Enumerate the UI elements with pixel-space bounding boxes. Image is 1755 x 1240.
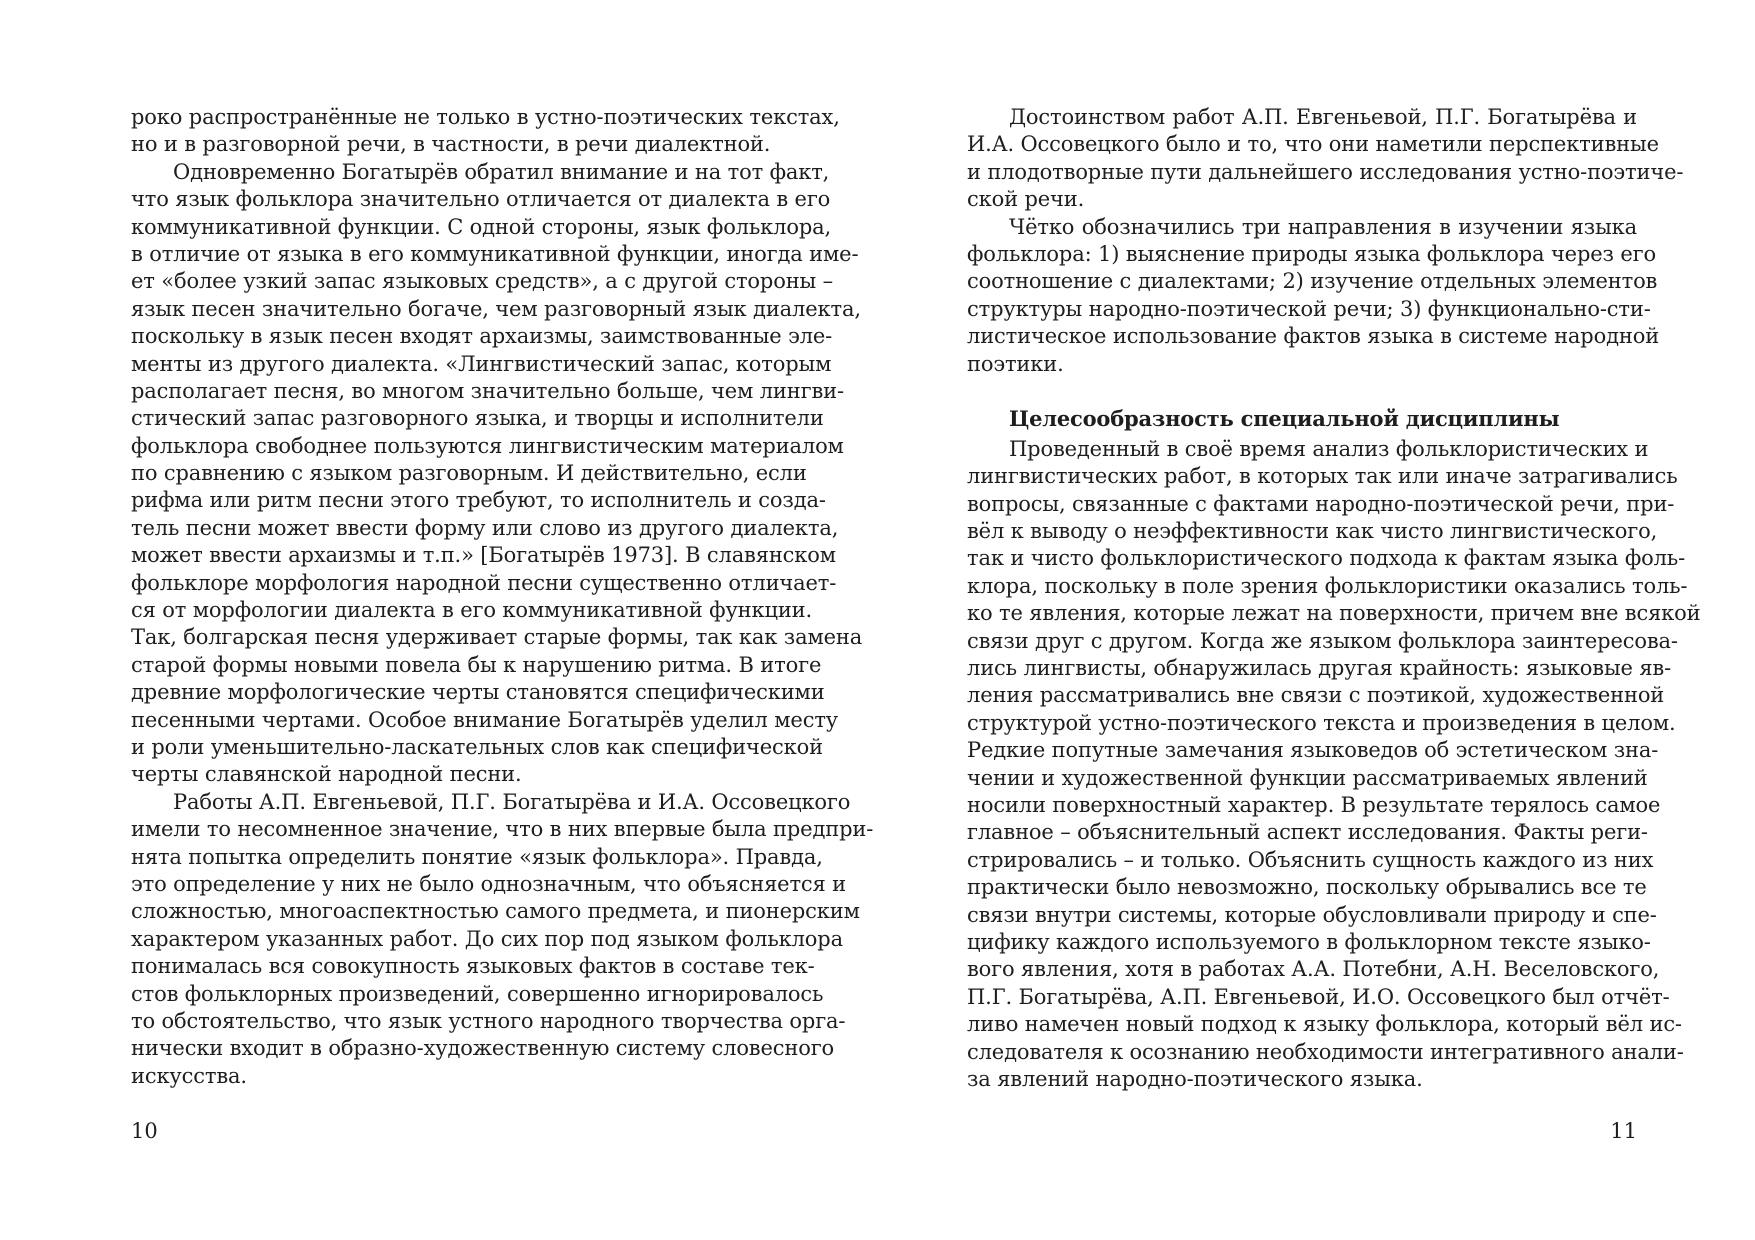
text-line: что язык фольклора значительно отличается от диалекта в его	[131, 187, 831, 212]
text-line: Достоинством работ А.П. Евгеньевой, П.Г. Богатырёва и	[1009, 105, 1637, 129]
text-line: стрировались – и только. Объяснить сущность каждого из них	[967, 847, 1654, 872]
text-line: поэтики.	[967, 351, 1064, 376]
text-line: клора, поскольку в поле зрения фольклористики оказались толь-	[967, 573, 1688, 598]
text-line: но и в разговорной речи, в частности, в речи диалектной.	[131, 132, 771, 157]
text-line: ет «более узкий запас языковых средств», а с другой стороны –	[131, 269, 833, 294]
text-line: И.А. Оссовецкого было и то, что они наметили перспективные	[967, 132, 1659, 157]
text-line: Проведенный в своё время анализ фольклористических и	[1009, 436, 1649, 461]
text-line: так и чисто фольклористического подхода к фактам языка фоль-	[967, 546, 1686, 571]
text-line: и плодотворные пути дальнейшего исследования устно-поэтиче-	[967, 159, 1684, 184]
text-line: нята попытка определить понятие «язык фольклора». Правда,	[131, 844, 823, 869]
text-line: лись лингвисты, обнаружилась другая крайность: языковые яв-	[967, 656, 1672, 681]
text-line: фольклора: 1) выяснение природы языка фольклора через его	[967, 241, 1656, 266]
text-line: чении и художественной функции рассматриваемых явлений	[967, 765, 1648, 790]
text-line: располагает песня, во многом значительно больше, чем лингви-	[131, 378, 844, 403]
text-line: то обстоятельство, что язык устного народного творчества орга-	[131, 1008, 846, 1033]
text-line: Чётко обозначились три направления в изучении языка	[1009, 214, 1637, 239]
text-line: древние морфологические черты становятся специфическими	[131, 680, 825, 705]
right-page-text-column	[967, 104, 1701, 1093]
text-line: связи друг с другом. Когда же языком фольклора заинтересова-	[967, 628, 1678, 653]
text-line: фольклоре морфология народной песни существенно отличает-	[131, 570, 837, 595]
text-line: ской речи.	[967, 187, 1085, 212]
text-line: вёл к выводу о неэффективности как чисто лингвистического,	[967, 519, 1658, 544]
text-line: листическое использование фактов языка в системе народной	[967, 324, 1660, 349]
text-line: в отличие от языка в его коммуникативной функции, иногда име-	[131, 241, 859, 266]
text-line: менты из другого диалекта. «Лингвистический запас, которым	[131, 351, 832, 376]
text-line: за явлений народно-поэтического языка.	[967, 1066, 1423, 1091]
text-line: П.Г. Богатырёва, А.П. Евгеньевой, И.О. Оссовецкого был отчёт-	[967, 984, 1670, 1009]
text-line: поскольку в язык песен входят архаизмы, заимствованные эле-	[131, 324, 833, 349]
text-line: стический запас разговорного языка, и творцы и исполнители	[131, 406, 824, 431]
text-line: по сравнению с языком разговорным. И действительно, если	[131, 461, 807, 486]
text-line: язык песен значительно богаче, чем разговорный язык диалекта,	[131, 296, 861, 321]
text-line: тель песни может ввести форму или слово из другого диалекта,	[131, 515, 839, 540]
text-line: фольклора свободнее пользуются лингвистическим материалом	[131, 433, 844, 458]
text-line: практически было невозможно, поскольку обрывались все те	[967, 875, 1647, 900]
text-line: соотношение с диалектами; 2) изучение отдельных элементов	[967, 269, 1658, 294]
text-line: связи внутри системы, которые обусловливали природу и спе-	[967, 902, 1657, 927]
text-line: ливо намечен новый подход к языку фольклора, который вёл ис-	[967, 1012, 1682, 1037]
text-line: цифику каждого используемого в фольклорном тексте языко-	[967, 929, 1651, 954]
text-line: Редкие попутные замечания языковедов об эстетическом зна-	[967, 738, 1659, 763]
text-line: старой формы новыми повела бы к нарушению ритма. В итоге	[131, 652, 822, 677]
text-line: вого явления, хотя в работах А.А. Потебни, А.Н. Веселовского,	[967, 957, 1660, 982]
text-line: ся от морфологии диалекта в его коммуникативной функции.	[131, 598, 813, 623]
text-line: искусства.	[131, 1063, 247, 1088]
text-line: может ввести архаизмы и т.п.» [Богатырёв 1973]. В славянском	[131, 543, 836, 568]
text-line: это определение у них не было однозначным, что объясняется и	[131, 871, 846, 896]
text-line: вопросы, связанные с фактами народно-поэтической речи, при-	[967, 491, 1675, 516]
left-page	[0, 0, 877, 1240]
text-line: песенными чертами. Особое внимание Богатырёв уделил месту	[131, 707, 838, 732]
right-page-intro-paragraphs	[967, 104, 1684, 378]
text-line: характером указанных работ. До сих пор под языком фольклора	[131, 926, 843, 951]
text-line: структуры народно-поэтической речи; 3) функционально-сти-	[967, 296, 1651, 321]
text-line: следователя к осознанию необходимости интегративного анали-	[967, 1039, 1684, 1064]
text-line: ления рассматривались вне связи с поэтикой, художественной	[967, 683, 1665, 708]
text-line: главное – объяснительный аспект исследования. Факты реги-	[967, 820, 1648, 845]
text-line: и роли уменьшительно-ласкательных слов как специфической	[131, 734, 823, 759]
text-line: лингвистических работ, в которых так или иначе затрагивались	[967, 464, 1678, 489]
text-line: Работы А.П. Евгеньевой, П.Г. Богатырёва и И.А. Оссовецкого	[173, 789, 851, 814]
text-line: понималась вся совокупность языковых фактов в составе тек-	[131, 954, 815, 979]
text-line: роко распространённые не только в устно-поэтических текстах,	[131, 105, 840, 129]
text-line: ко те явления, которые лежат на поверхности, причем вне всякой	[967, 601, 1701, 626]
text-line: рифма или ритм песни этого требуют, то исполнитель и созда-	[131, 488, 826, 513]
text-line: структурой устно-поэтического текста и произведения в целом.	[967, 710, 1676, 735]
text-line: Так, болгарская песня удерживает старые формы, так как замена	[131, 625, 863, 650]
text-line: носили поверхностный характер. В результате терялось самое	[967, 792, 1661, 817]
text-line: нически входит в образно-художественную систему словесного	[131, 1036, 835, 1061]
text-line: имели то несомненное значение, что в них впервые была предпри-	[131, 817, 874, 842]
text-line: сложностью, многоаспектностью самого предмета, и пионерским	[131, 899, 860, 924]
right-page-section-paragraph	[967, 436, 1701, 1093]
left-page-number: 10	[131, 1119, 158, 1143]
section-heading: Целесообразность специальной дисциплины	[1009, 405, 1560, 431]
text-line: Одновременно Богатырёв обратил внимание и на тот факт,	[173, 159, 830, 184]
right-page-number: 11	[1610, 1119, 1637, 1143]
text-line: стов фольклорных произведений, совершенно игнорировалось	[131, 981, 824, 1006]
text-line: коммуникативной функции. С одной стороны, язык фольклора,	[131, 214, 832, 239]
text-line: черты славянской народной песни.	[131, 762, 522, 787]
left-page-text-column	[131, 104, 874, 1090]
right-page	[877, 0, 1755, 1240]
